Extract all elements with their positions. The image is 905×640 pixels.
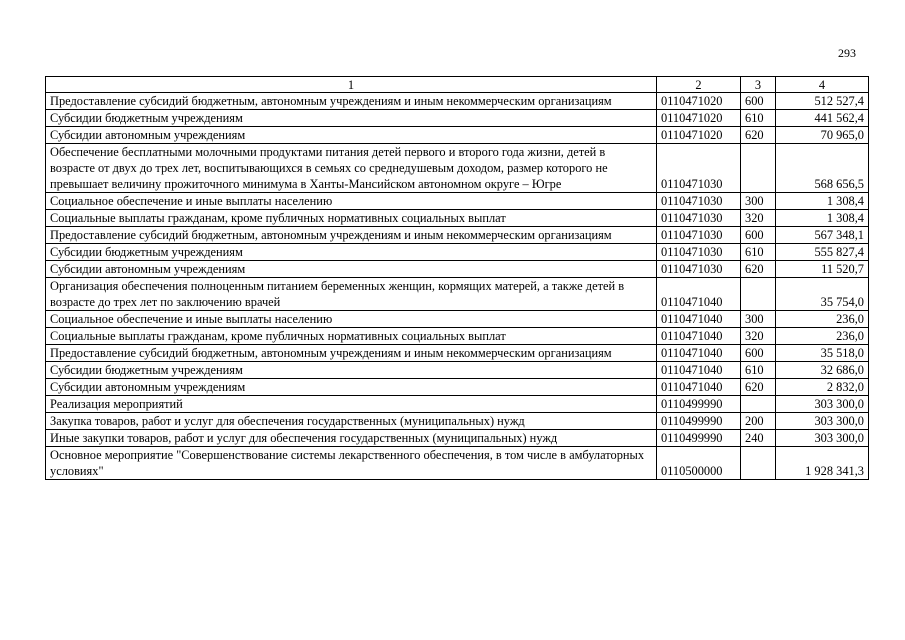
row-expense-type-cell [741,144,776,193]
table-row [46,430,869,447]
row-name-cell: Социальное обеспечение и иные выплаты населению [46,193,657,210]
table-row [46,447,869,480]
row-name-cell: Субсидии автономным учреждениям [46,127,657,144]
table-row [46,210,869,227]
row-amount-cell: 568 656,5 [776,144,869,193]
row-amount-cell: 1 928 341,3 [776,447,869,480]
row-amount-cell: 512 527,4 [776,93,869,110]
table-row [46,328,869,345]
row-amount-cell: 236,0 [776,328,869,345]
row-expense-type-cell [741,396,776,413]
row-name-cell: Иные закупки товаров, работ и услуг для обеспечения государственных (муниципальных) нужд [46,430,657,447]
row-code-cell: 0110471030 [657,227,741,244]
table-row [46,396,869,413]
row-code-cell: 0110499990 [657,396,741,413]
row-expense-type-cell: 610 [741,244,776,261]
column-header-name: 1 [46,77,657,93]
row-amount-cell: 303 300,0 [776,430,869,447]
row-code-cell: 0110471040 [657,328,741,345]
row-expense-type-cell: 620 [741,379,776,396]
row-expense-type-cell [741,447,776,480]
row-expense-type-cell: 610 [741,362,776,379]
row-name-cell: Субсидии бюджетным учреждениям [46,110,657,127]
table-row [46,278,869,311]
row-name-cell: Реализация мероприятий [46,396,657,413]
table-row [46,193,869,210]
table-row [46,413,869,430]
row-expense-type-cell: 600 [741,93,776,110]
row-expense-type-cell: 610 [741,110,776,127]
column-header-code: 2 [657,77,741,93]
row-amount-cell: 236,0 [776,311,869,328]
row-name-cell: Предоставление субсидий бюджетным, автономным учреждениям и иным некоммерческим организациям [46,227,657,244]
table-row [46,244,869,261]
page-number: 293 [838,46,856,60]
row-expense-type-cell: 600 [741,345,776,362]
row-amount-cell: 303 300,0 [776,413,869,430]
row-name-cell: Закупка товаров, работ и услуг для обеспечения государственных (муниципальных) нужд [46,413,657,430]
row-name-cell: Субсидии автономным учреждениям [46,261,657,278]
row-amount-cell: 32 686,0 [776,362,869,379]
table-row [46,110,869,127]
table-header-row [46,77,869,93]
row-code-cell: 0110471040 [657,345,741,362]
row-code-cell: 0110471030 [657,193,741,210]
row-name-cell: Основное мероприятие "Совершенствование системы лекарственного обеспечения, в том числе в амбулаторных условиях" [46,447,657,480]
row-code-cell: 0110499990 [657,413,741,430]
row-amount-cell: 303 300,0 [776,396,869,413]
budget-table [45,76,869,480]
row-code-cell: 0110471030 [657,261,741,278]
row-expense-type-cell: 320 [741,328,776,345]
row-name-cell: Социальные выплаты гражданам, кроме публичных нормативных социальных выплат [46,328,657,345]
table-row [46,127,869,144]
row-code-cell: 0110471030 [657,210,741,227]
row-expense-type-cell: 620 [741,261,776,278]
table-row [46,311,869,328]
row-name-cell: Социальные выплаты гражданам, кроме публичных нормативных социальных выплат [46,210,657,227]
row-name-cell: Обеспечение бесплатными молочными продуктами питания детей первого и второго года жизни, детей в возрасте от двух до трех лет, воспитывающихся в семьях со среднедушевым доходом, размер которого не превышает величину прожиточного минимума в Ханты-Мансийском автономном округе – Югре [46,144,657,193]
row-name-cell: Предоставление субсидий бюджетным, автономным учреждениям и иным некоммерческим организациям [46,345,657,362]
table-row [46,362,869,379]
row-name-cell: Организация обеспечения полноценным питанием беременных женщин, кормящих матерей, а также детей в возрасте до трех лет по заключению врачей [46,278,657,311]
column-header-expense-type: 3 [741,77,776,93]
table-row [46,227,869,244]
row-code-cell: 0110471030 [657,244,741,261]
row-expense-type-cell: 600 [741,227,776,244]
row-expense-type-cell: 620 [741,127,776,144]
row-name-cell: Субсидии бюджетным учреждениям [46,362,657,379]
table-row [46,261,869,278]
row-amount-cell: 1 308,4 [776,210,869,227]
table-row [46,144,869,193]
row-expense-type-cell: 240 [741,430,776,447]
row-amount-cell: 555 827,4 [776,244,869,261]
row-name-cell: Субсидии автономным учреждениям [46,379,657,396]
table-row [46,379,869,396]
row-expense-type-cell: 300 [741,311,776,328]
row-name-cell: Социальное обеспечение и иные выплаты населению [46,311,657,328]
row-code-cell: 0110499990 [657,430,741,447]
row-amount-cell: 567 348,1 [776,227,869,244]
row-amount-cell: 35 754,0 [776,278,869,311]
row-expense-type-cell: 300 [741,193,776,210]
row-amount-cell: 2 832,0 [776,379,869,396]
row-code-cell: 0110471040 [657,311,741,328]
row-name-cell: Предоставление субсидий бюджетным, автономным учреждениям и иным некоммерческим организациям [46,93,657,110]
row-code-cell: 0110471040 [657,379,741,396]
row-amount-cell: 35 518,0 [776,345,869,362]
row-expense-type-cell: 200 [741,413,776,430]
row-amount-cell: 1 308,4 [776,193,869,210]
row-expense-type-cell [741,278,776,311]
row-amount-cell: 441 562,4 [776,110,869,127]
table-row [46,93,869,110]
row-amount-cell: 70 965,0 [776,127,869,144]
row-code-cell: 0110471040 [657,362,741,379]
row-code-cell: 0110471040 [657,278,741,311]
row-expense-type-cell: 320 [741,210,776,227]
table-row [46,345,869,362]
row-code-cell: 0110500000 [657,447,741,480]
row-amount-cell: 11 520,7 [776,261,869,278]
row-code-cell: 0110471020 [657,127,741,144]
column-header-amount: 4 [776,77,869,93]
row-name-cell: Субсидии бюджетным учреждениям [46,244,657,261]
row-code-cell: 0110471020 [657,93,741,110]
row-code-cell: 0110471030 [657,144,741,193]
row-code-cell: 0110471020 [657,110,741,127]
